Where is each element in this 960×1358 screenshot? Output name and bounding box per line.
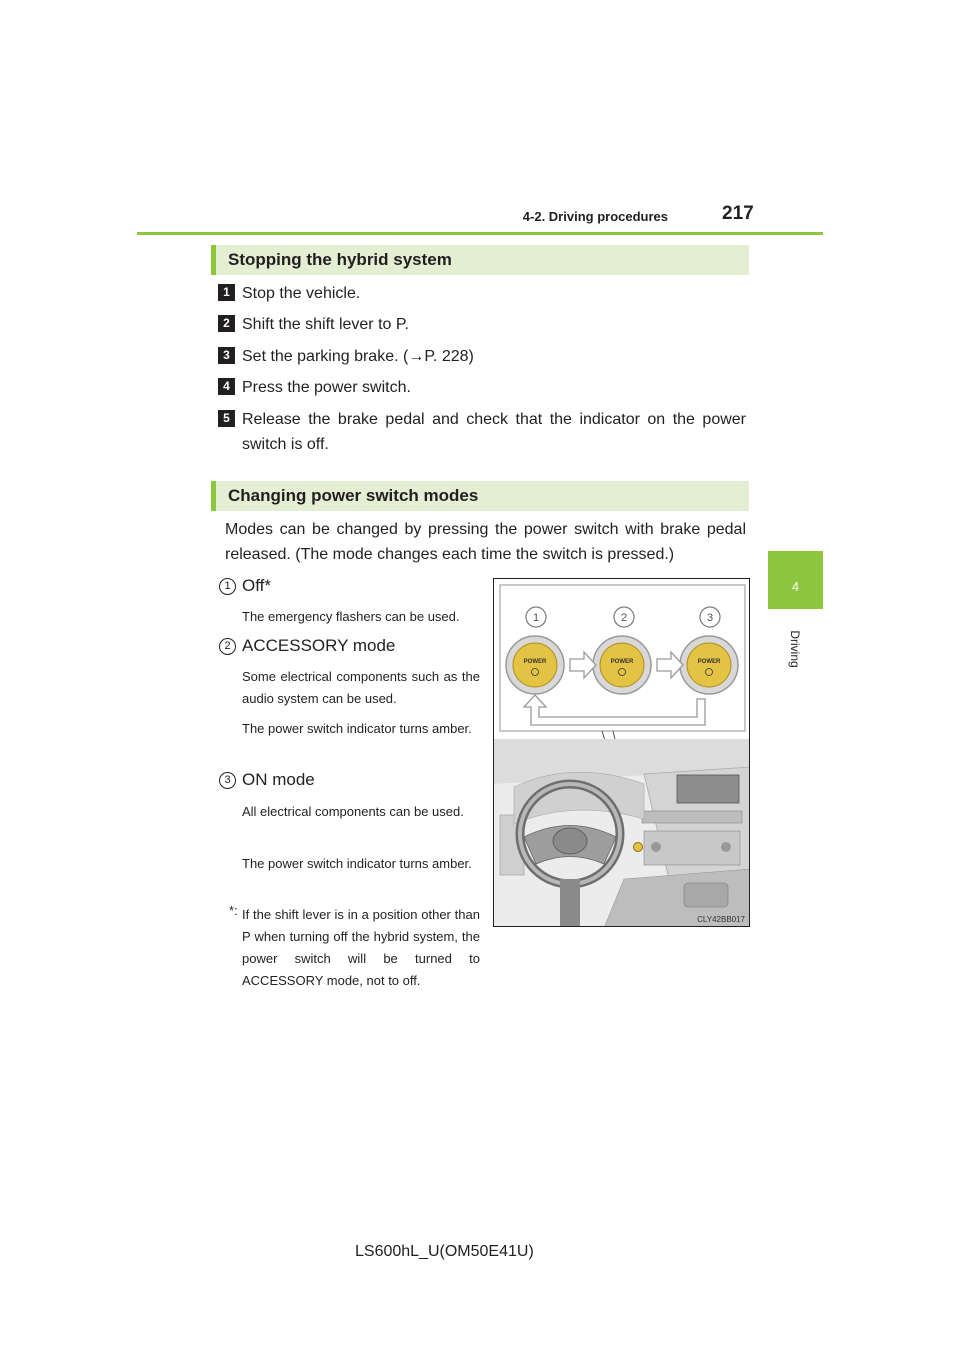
mode-title: ON mode xyxy=(242,770,315,789)
page-number: 217 xyxy=(722,203,754,224)
mode-title: ACCESSORY mode xyxy=(242,636,396,655)
svg-text:2: 2 xyxy=(620,612,628,624)
footnote-mark: *: xyxy=(229,903,238,918)
svg-text:1: 1 xyxy=(532,612,540,624)
step-number: 2 xyxy=(218,315,235,332)
step-text: Release the brake pedal and check that the indicator on the power switch is off. xyxy=(242,411,746,453)
svg-text:POWER: POWER xyxy=(610,659,634,665)
chapter-label xyxy=(787,620,803,680)
step-text: Stop the vehicle. xyxy=(242,285,361,302)
intro-paragraph: Modes can be changed by pressing the power switch with brake pedal released. (The mode changes each time the switch is pressed.) xyxy=(225,521,746,563)
step-number: 1 xyxy=(218,284,235,301)
section-heading-changing xyxy=(211,481,749,511)
running-header-section: 4-2. Driving procedures xyxy=(522,209,668,224)
mode-description: All electrical components can be used. xyxy=(242,804,464,819)
svg-text:3: 3 xyxy=(706,612,714,624)
power-switch-figure xyxy=(493,578,750,927)
step-text: Press the power switch. xyxy=(242,379,411,396)
svg-text:POWER: POWER xyxy=(523,659,547,665)
section-heading-text: Changing power switch modes xyxy=(228,486,479,505)
chapter-tab xyxy=(768,551,823,609)
mode-description: The emergency flashers can be used. xyxy=(242,609,460,624)
mode-description: Some electrical components such as the audio system can be used. xyxy=(242,669,480,706)
step-text: Shift the shift lever to P. xyxy=(242,316,409,333)
step-number: 3 xyxy=(218,347,235,364)
step-number: 5 xyxy=(218,410,235,427)
svg-text:POWER: POWER xyxy=(697,659,721,665)
mode-title: Off* xyxy=(242,576,271,595)
chapter-number: 4 xyxy=(791,579,800,594)
mode-number: 1 xyxy=(219,578,236,595)
chapter-label-text: Driving xyxy=(788,630,802,668)
header-rule xyxy=(137,232,823,235)
figure-code: CLY42BB017 xyxy=(697,915,745,924)
mode-description: The power switch indicator turns amber. xyxy=(242,856,472,871)
mode-number: 3 xyxy=(219,772,236,789)
dashboard-illustration xyxy=(494,739,750,927)
figure-illustration xyxy=(494,579,750,927)
footnote-text: If the shift lever is in a position other than P when turning off the hybrid system, the power switch will be turned to ACCESSORY mode, not to off. xyxy=(242,907,480,988)
mode-number: 2 xyxy=(219,638,236,655)
mode-description: The power switch indicator turns amber. xyxy=(242,721,472,736)
footer-model-code: LS600hL_U(OM50E41U) xyxy=(355,1243,534,1260)
step-number: 4 xyxy=(218,378,235,395)
step-text: Set the parking brake. (→P. 228) xyxy=(242,348,474,365)
power-switch-location-icon xyxy=(634,843,643,852)
section-heading-stopping xyxy=(211,245,749,275)
section-heading-text: Stopping the hybrid system xyxy=(228,250,452,269)
